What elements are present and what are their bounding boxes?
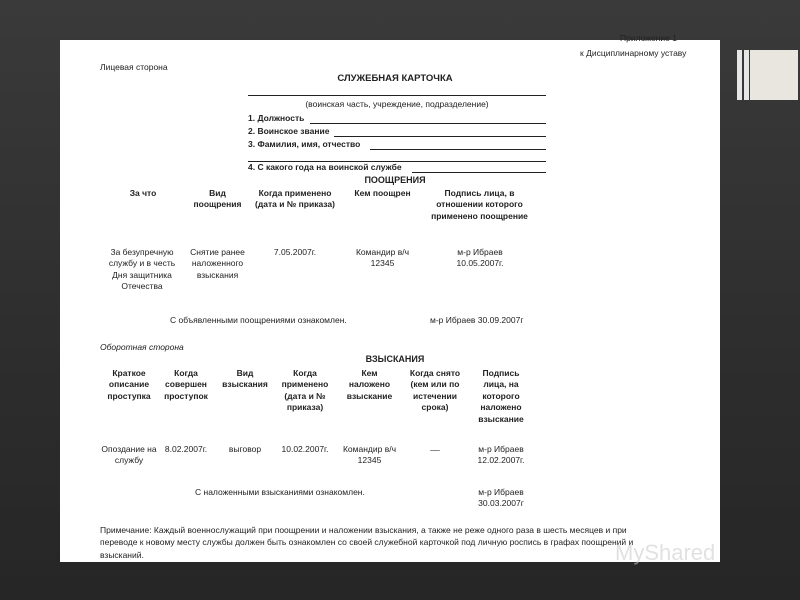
penalties-row-signature: м-р Ибраев 12.02.2007г. <box>477 444 525 466</box>
field-service-year: 4. С какого года на воинской службе <box>248 162 402 172</box>
penalties-ack-sign: м-р Ибраев 30.03.2007г <box>478 487 524 509</box>
penalties-row-who: Командир в/ч 12345 <box>342 444 397 466</box>
rewards-row-date: 7.05.2007г. <box>273 247 317 257</box>
rewards-ack-sign: м-р Ибраев 30.09.2007г <box>430 315 524 325</box>
field-service-year-line <box>412 172 546 173</box>
card-title: СЛУЖЕБНАЯ КАРТОЧКА <box>337 73 453 84</box>
rewards-header-signature: Подпись лица, в отношении которого применено поощрение <box>431 188 528 221</box>
unit-caption: (воинская часть, учреждение, подразделение) <box>305 99 489 109</box>
penalties-row-description: Опоздание на службу <box>101 444 157 466</box>
decor-box <box>750 50 798 100</box>
field-name-line <box>370 149 546 150</box>
penalties-header-description: Краткое описание проступка <box>107 368 151 401</box>
field-name: 3. Фамилия, имя, отчество <box>248 139 361 149</box>
penalties-row-removed: __ <box>430 441 440 451</box>
decor-bar-1 <box>737 50 742 100</box>
rewards-row-signature: м-р Ибраев 10.05.2007г. <box>456 247 504 269</box>
field-position: 1. Должность <box>248 113 305 123</box>
back-side-label: Оборотная сторона <box>100 342 184 352</box>
rewards-row-who: Командир в/ч 12345 <box>355 247 410 269</box>
penalties-title: ВЗЫСКАНИЯ <box>365 354 425 364</box>
appendix-top: Приложение 1 <box>620 33 677 43</box>
penalties-header-type: Вид взыскания <box>222 368 268 390</box>
field-position-line <box>310 123 546 124</box>
rewards-ack-text: С объявленными поощрениями ознакомлен. <box>170 315 347 325</box>
penalties-header-removed: Когда снято (кем или по истечении срока) <box>409 368 461 413</box>
field-rank-line <box>334 136 546 137</box>
penalties-header-date: Когда применено (дата и № приказа) <box>281 368 329 413</box>
field-rank: 2. Воинское звание <box>248 126 330 136</box>
rewards-row-reason: За безупречную службу и в честь Дня защитника Отечества <box>108 247 176 292</box>
rewards-header-reason: За что <box>129 188 157 198</box>
rewards-title: ПООЩРЕНИЯ <box>364 175 426 185</box>
watermark-logo: MyShared <box>615 540 716 565</box>
rewards-header-date: Когда применено (дата и № приказа) <box>255 188 335 210</box>
penalties-row-date: 10.02.2007г. <box>281 444 329 454</box>
appendix-ref: к Дисциплинарному уставу <box>580 48 687 58</box>
penalties-header-signature: Подпись лица, на которого наложено взыскание <box>478 368 524 424</box>
penalties-ack-text: С наложенными взысканиями ознакомлен. <box>195 487 365 497</box>
rewards-header-type: Вид поощрения <box>193 188 242 210</box>
note-text: Примечание: Каждый военнослужащий при поощрении и наложении взыскания, а также не реже одного раза в шесть месяцев и при переводе к новому месту службы должен быть ознакомлен со своей служебной карточкой под личную роспись в графах поощрений и взысканий. <box>100 525 634 560</box>
unit-line <box>248 95 546 96</box>
front-side-label: Лицевая сторона <box>100 62 168 72</box>
penalties-row-type: выговор <box>228 444 262 454</box>
penalties-row-committed: 8.02.2007г. <box>164 444 208 454</box>
penalties-header-who: Кем наложено взыскание <box>346 368 393 401</box>
document-page <box>60 33 720 562</box>
penalties-header-committed: Когда совершен проступок <box>164 368 208 401</box>
decor-bar-2 <box>744 50 749 100</box>
rewards-header-who: Кем поощрен <box>354 188 411 198</box>
rewards-row-type: Снятие ранее наложенного взыскания <box>190 247 245 280</box>
